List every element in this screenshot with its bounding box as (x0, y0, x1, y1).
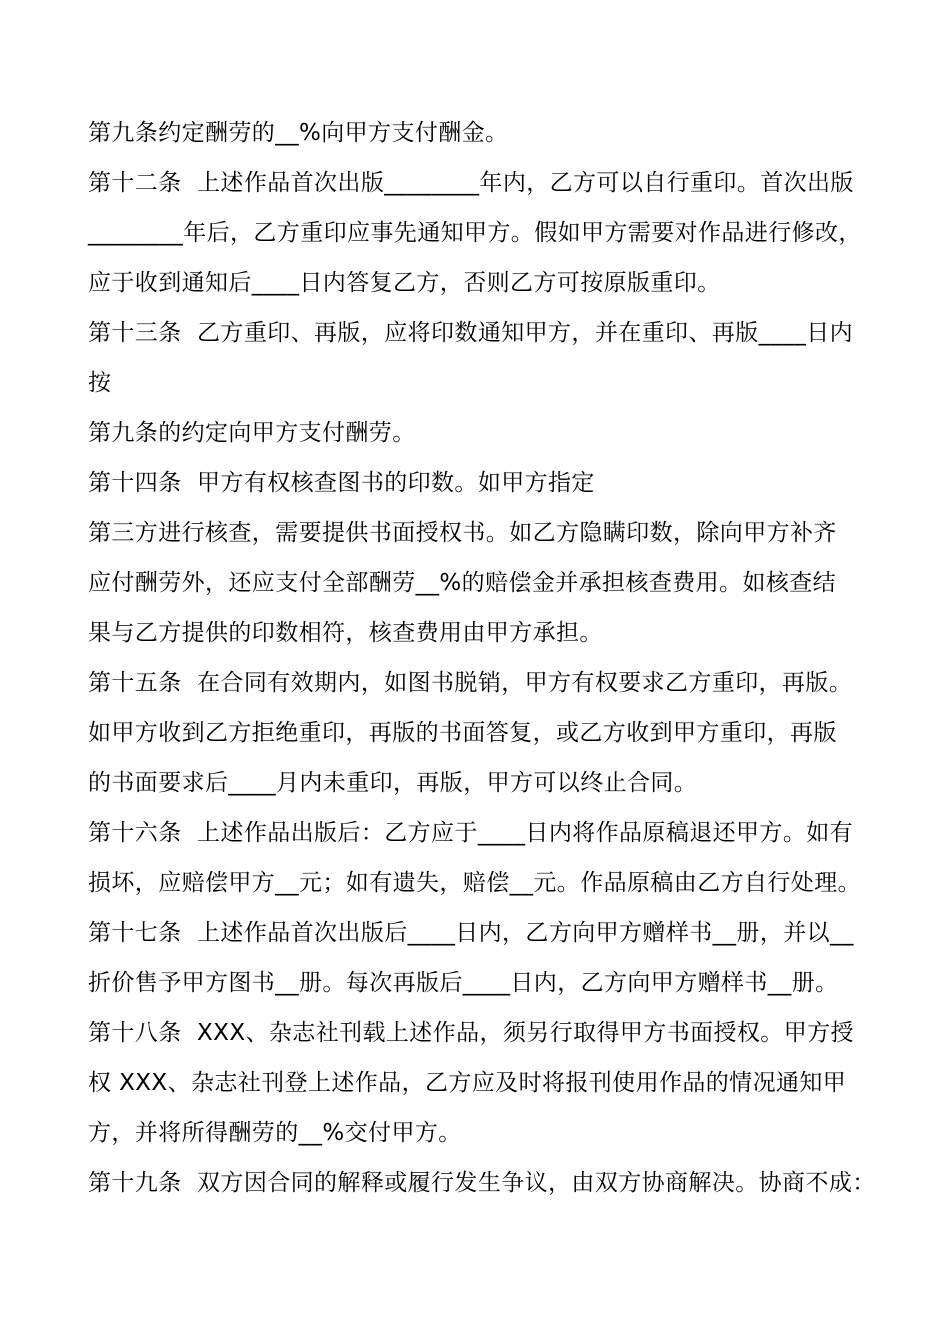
text-line: 第十八条 XXX、杂志社刊载上述作品，须另行取得甲方书面授权。甲方授 (88, 1020, 854, 1046)
text-line: 第十三条 乙方重印、再版，应将印数通知甲方，并在重印、再版____日内 (88, 320, 854, 346)
text-line: 第十二条 上述作品首次出版________年内，乙方可以自行重印。首次出版 (88, 170, 854, 196)
text-line: 第九条的约定向甲方支付酬劳。 (88, 420, 416, 446)
text-line: 应于收到通知后____日内答复乙方，否则乙方可按原版重印。 (88, 270, 721, 296)
text-line: 第十七条 上述作品首次出版后____日内，乙方向甲方赠样书__册，并以__ (88, 920, 854, 946)
text-line: 第十五条 在合同有效期内，如图书脱销，甲方有权要求乙方重印，再版。 (88, 670, 853, 696)
text-line: 折价售予甲方图书__册。每次再版后____日内，乙方向甲方赠样书__册。 (88, 970, 839, 996)
text-line: 权 XXX、杂志社刊登上述作品，乙方应及时将报刊使用作品的情况通知甲 (88, 1070, 847, 1096)
text-line: 方，并将所得酬劳的__%交付甲方。 (88, 1120, 462, 1146)
contract-text-body (88, 108, 888, 1208)
text-line: 损坏，应赔偿甲方__元；如有遗失，赔偿__元。作品原稿由乙方自行处理。 (88, 870, 861, 896)
text-line: ________年后，乙方重印应事先通知甲方。假如甲方需要对作品进行修改， (88, 220, 862, 246)
text-line: 按 (88, 370, 112, 396)
text-line: 第三方进行核查，需要提供书面授权书。如乙方隐瞒印数，除向甲方补齐 (88, 520, 837, 546)
text-line: 第十六条 上述作品出版后：乙方应于____日内将作品原稿退还甲方。如有 (88, 820, 854, 846)
text-line: 第九条约定酬劳的__%向甲方支付酬金。 (88, 120, 509, 146)
text-line: 第十九条 双方因合同的解释或履行发生争议，由双方协商解决。协商不成： (88, 1170, 876, 1196)
text-line: 果与乙方提供的印数相符，核查费用由甲方承担。 (88, 620, 603, 646)
text-line: 第十四条 甲方有权核查图书的印数。如甲方指定 (88, 470, 595, 496)
text-line: 应付酬劳外，还应支付全部酬劳__%的赔偿金并承担核查费用。如核查结 (88, 570, 837, 596)
text-line: 的书面要求后____月内未重印，再版，甲方可以终止合同。 (88, 770, 698, 796)
text-line: 如甲方收到乙方拒绝重印，再版的书面答复，或乙方收到甲方重印，再版 (88, 720, 837, 746)
